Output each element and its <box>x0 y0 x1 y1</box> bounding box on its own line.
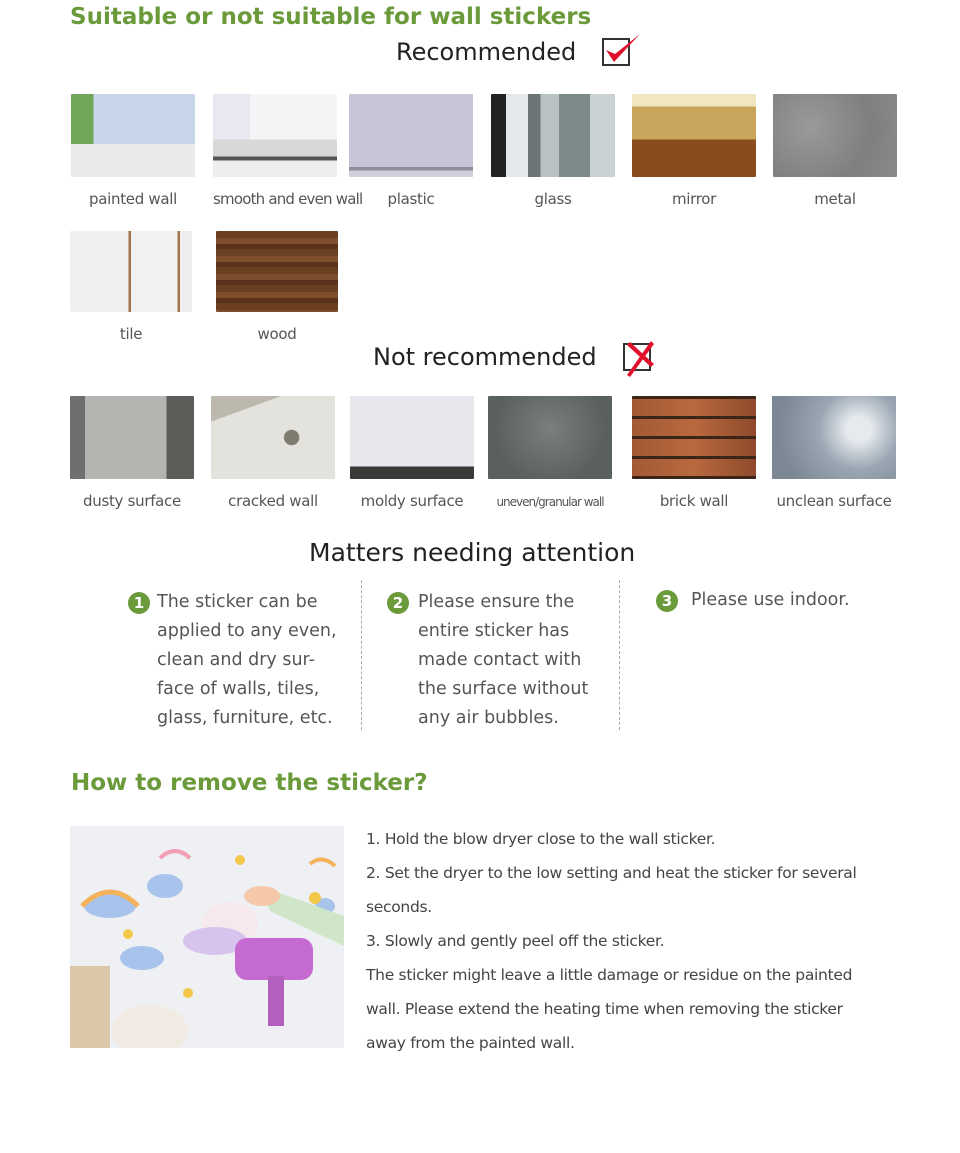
attention-heading: Matters needing attention <box>309 538 636 567</box>
brick-wall-photo <box>632 396 756 479</box>
surface-caption: uneven/granular wall <box>496 495 604 509</box>
surface-caption: glass <box>534 190 572 208</box>
removal-step-line: seconds. <box>366 898 432 916</box>
mirror-photo <box>632 94 756 177</box>
surface-caption: plastic <box>387 190 435 208</box>
removal-note-line: The sticker might leave a little damage or residue on the painted <box>366 966 853 984</box>
recommended-heading <box>396 38 630 66</box>
number-badge-3: 3 <box>656 590 678 612</box>
not-recommended-heading <box>373 343 651 371</box>
attention-text-line: the surface without <box>418 679 589 699</box>
attention-item-3 <box>691 586 850 615</box>
surface-tile-metal <box>773 94 897 208</box>
attention-text-line: glass, furniture, etc. <box>157 708 333 728</box>
dusty-surface-photo <box>70 396 194 479</box>
surface-tile-plastic <box>349 94 473 208</box>
surface-tile-brick <box>632 396 756 510</box>
surface-caption: wood <box>257 325 297 343</box>
surface-caption: mirror <box>671 190 717 208</box>
unclean-surface-photo <box>772 396 896 479</box>
surface-caption: metal <box>814 190 856 208</box>
surface-caption: smooth and even wall <box>213 190 363 208</box>
attention-text-line: clean and dry sur- <box>157 650 315 670</box>
attention-text-line: Please ensure the <box>418 592 575 612</box>
attention-text-line: The sticker can be <box>157 592 318 612</box>
cracked-wall-photo <box>211 396 335 479</box>
recommended-heading-label: Recommended <box>396 38 577 66</box>
removal-heading: How to remove the sticker? <box>71 770 428 796</box>
surface-tile-dusty <box>70 396 194 510</box>
number-badge-1: 1 <box>128 592 150 614</box>
surface-caption: painted wall <box>89 190 177 208</box>
surface-tile-unclean <box>772 396 896 510</box>
dashed-divider <box>619 580 620 730</box>
removal-step-line: 1. Hold the blow dryer close to the wall sticker. <box>366 830 716 848</box>
surface-tile-moldy <box>350 396 474 510</box>
surface-tile-wood <box>216 231 338 343</box>
plastic-photo <box>349 94 473 177</box>
removal-step-line: 2. Set the dryer to the low setting and heat the sticker for several <box>366 864 857 882</box>
page-title: Suitable or not suitable for wall stickers <box>70 4 592 30</box>
surface-caption: unclean surface <box>776 492 892 510</box>
wood-photo <box>216 231 338 312</box>
check-box-icon <box>602 38 630 66</box>
painted-wall-photo <box>71 94 195 177</box>
attention-text-line: face of walls, tiles, <box>157 679 320 699</box>
glass-photo <box>491 94 615 177</box>
metal-photo <box>773 94 897 177</box>
moldy-surface-photo <box>350 396 474 479</box>
attention-text-line: made contact with <box>418 650 582 670</box>
uneven-wall-photo <box>488 396 612 479</box>
surface-caption: dusty surface <box>83 492 181 510</box>
surface-caption: moldy surface <box>360 492 464 510</box>
attention-item-2 <box>418 588 588 733</box>
surface-tile-uneven <box>488 396 612 509</box>
number-badge-2: 2 <box>387 592 409 614</box>
attention-item-1 <box>157 588 337 733</box>
surface-caption: cracked wall <box>228 492 318 510</box>
surface-tile-tile <box>70 231 192 343</box>
removal-illustration <box>70 826 344 1048</box>
attention-text-line: any air bubbles. <box>418 708 559 728</box>
not-recommended-heading-label: Not recommended <box>373 343 597 371</box>
surface-tile-painted-wall <box>71 94 195 208</box>
attention-text-line: entire sticker has <box>418 621 570 641</box>
surface-tile-cracked <box>211 396 335 510</box>
removal-step-line: 3. Slowly and gently peel off the sticker. <box>366 932 665 950</box>
surface-caption: brick wall <box>659 492 729 510</box>
surface-tile-glass <box>491 94 615 208</box>
dashed-divider <box>361 580 362 730</box>
smooth-wall-photo <box>213 94 337 177</box>
surface-tile-mirror <box>632 94 756 208</box>
x-box-icon <box>623 343 651 371</box>
attention-text-line: applied to any even, <box>157 621 337 641</box>
attention-text-line: Please use indoor. <box>691 590 850 610</box>
removal-note-line: wall. Please extend the heating time when removing the sticker <box>366 1000 843 1018</box>
surface-tile-smooth-wall <box>213 94 363 208</box>
removal-note-line: away from the painted wall. <box>366 1034 575 1052</box>
tile-photo <box>70 231 192 312</box>
removal-steps <box>366 822 906 1060</box>
surface-caption: tile <box>119 325 143 343</box>
